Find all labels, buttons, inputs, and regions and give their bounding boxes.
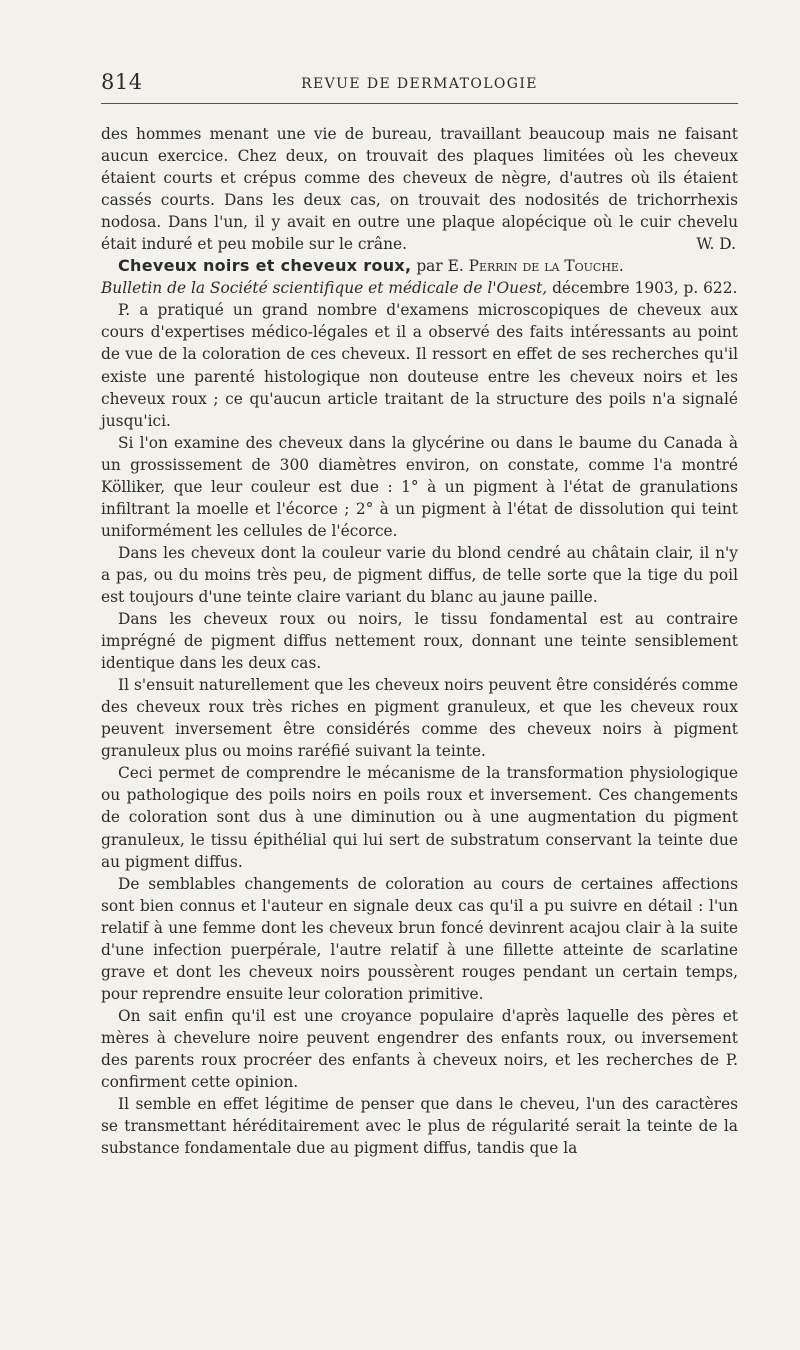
page-number: 814 [101,70,143,94]
review-author-particle: de la [517,257,565,276]
intro-paragraph [101,123,738,255]
paragraph: Dans les cheveux dont la couleur varie du blond cendré au châtain clair, il n'y a pas, ou du moins très peu, de pigment diffus, de telle sorte que la tige du poil est toujours d'une teinte claire variant du blanc au jaune paille. [101,543,738,606]
review-author-surname: Perrin [468,257,518,276]
review-citation [101,277,738,299]
page-header [101,60,738,100]
paragraph: Il s'ensuit naturellement que les cheveux noirs peuvent être considérés comme des cheveux roux très riches en pigment granuleux, et que les cheveux roux peuvent inversement être considérés comme des cheveux noirs à pigment granuleux plus ou moins raréfié suivant la teinte. [101,676,738,761]
review-heading [101,255,738,277]
paragraph: De semblables changements de coloration au cours de certaines affections sont bien connus et l'auteur en signale deux cas qu'il a pu suivre en détail : l'un relatif à une femme dont les cheveux brun foncé devinrent acajou clair à la suite d'une infection puerpérale, l'autre relatif à une fillette atteinte de scarlatine grave et dont les cheveux noirs poussèrent rouges pendant un certain temps, pour reprendre ensuite leur coloration primitive. [101,874,738,1003]
paragraph: P. a pratiqué un grand nombre d'examens microscopiques de cheveux aux cours d'expertises médico-légales et il a observé des faits intéressants au point de vue de la coloration de ces cheveux. Il ressort en effet de ses recherches qu'il existe une parenté histologique non douteuse entre les cheveux noirs et les cheveux roux ; ce qu'aucun article traitant de la structure des poils n'a signalé jusqu'ici. [101,301,738,430]
header-rule [101,103,738,104]
paragraph: Il semble en effet légitime de penser que dans le cheveu, l'un des caractères se transmettant héréditairement avec le plus de régularité serait la teinte de la substance fondamentale due au pigment diffus, tandis que la [101,1095,738,1158]
journal-name: Bulletin de la Société scientifique et médicale de l'Ouest, [101,279,548,298]
review-author-name: Touche. [564,257,624,276]
review-by: par E. [411,257,469,276]
paragraph: Ceci permet de comprendre le mécanisme de la transformation physiologique ou pathologique des poils noirs en poils roux et inversement. Ces changements de coloration sont dus à une diminution ou à une augmentation du pigment granuleux, le tissu épithélial qui lui sert de substratum conservant la teinte due au pigment diffus. [101,764,738,871]
paragraph: Dans les cheveux roux ou noirs, le tissu fondamental est au contraire imprégné de pigment diffus nettement roux, donnant une teinte sensiblement identique dans les deux cas. [101,610,738,673]
journal-date: décembre 1903, p. 622. [547,279,738,298]
signature: W. D. [696,235,736,254]
intro-text: des hommes menant une vie de bureau, travaillant beaucoup mais ne faisant aucun exercice. Chez deux, on trouvait des plaques limitées où les cheveux étaient courts et crépus comme des cheveux de nègre, d'autres où ils étaient cassés courts. Dans les deux cas, on trouvait des nodosités de trichorrhexis nodosa. Dans l'un, il y avait en outre une plaque alopécique où le cuir chevelu était induré et peu mobile sur le crâne. [101,125,738,254]
running-title: REVUE DE DERMATOLOGIE [301,76,538,92]
paragraph: Si l'on examine des cheveux dans la glycérine ou dans le baume du Canada à un grossissement de 300 diamètres environ, on constate, comme l'a montré Kölliker, que leur couleur est due : 1° à un pigment à l'état de granulations infiltrant la moelle et l'écorce ; 2° à un pigment à l'état de dissolution qui teint uniformément les cellules de l'écorce. [101,433,738,540]
article-body [101,123,738,1159]
review-title: Cheveux noirs et cheveux roux, [118,256,412,276]
paragraph: On sait enfin qu'il est une croyance populaire d'après laquelle des pères et mères à chevelure noire peuvent engendrer des enfants roux, ou inversement des parents roux procréer des enfants à cheveux noirs, et les recherches de P. confirment cette opinion. [101,1006,738,1092]
